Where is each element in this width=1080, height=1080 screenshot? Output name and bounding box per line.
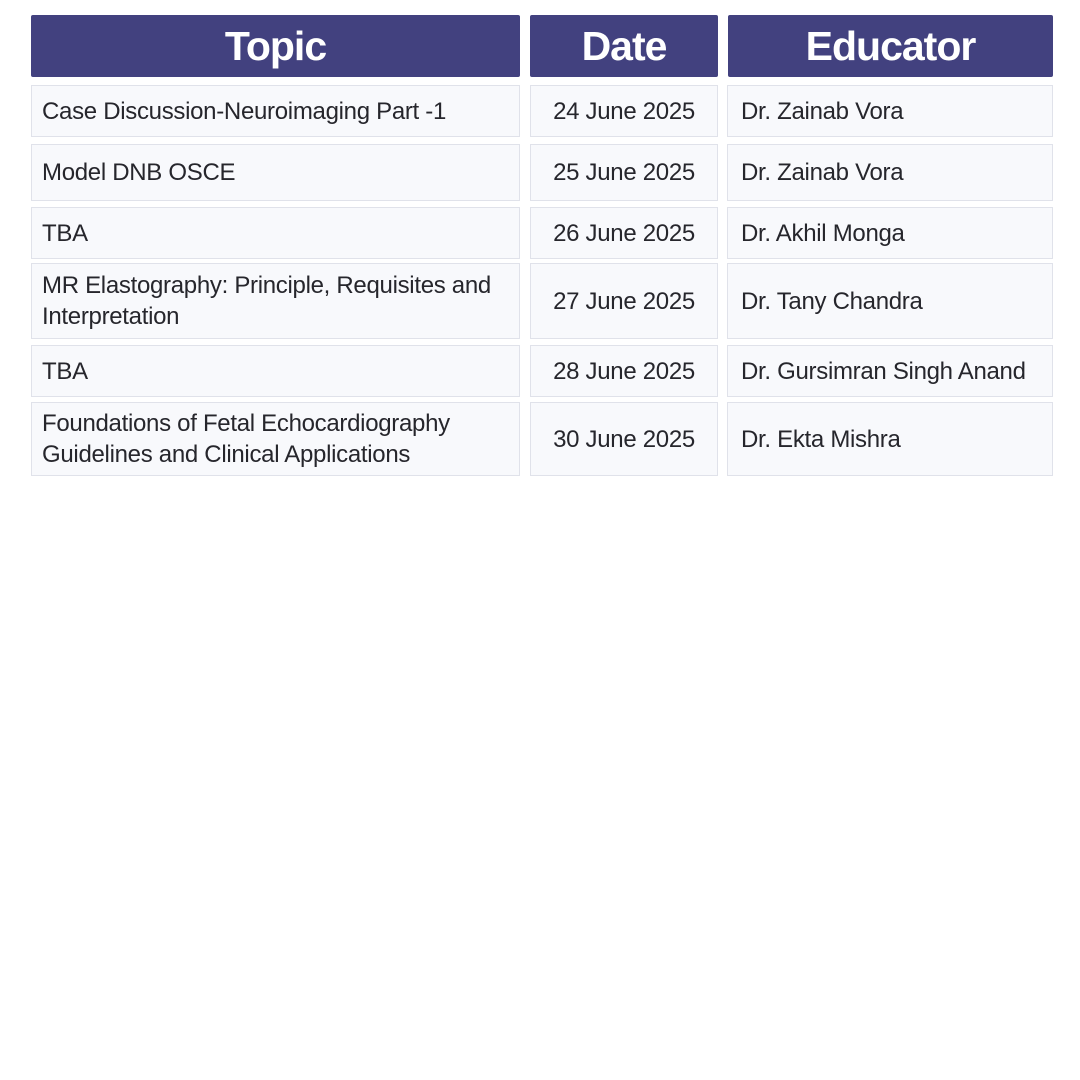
header-date: Date xyxy=(530,15,718,77)
header-topic: Topic xyxy=(31,15,520,77)
row-2-date: 25 June 2025 xyxy=(530,144,718,201)
row-4-topic: MR Elastography: Principle, Requisites and Interpretation xyxy=(31,263,520,339)
row-2-topic: Model DNB OSCE xyxy=(31,144,520,201)
row-1-topic: Case Discussion-Neuroimaging Part -1 xyxy=(31,85,520,137)
row-6-topic: Foundations of Fetal Echocardiography Guidelines and Clinical Applications xyxy=(31,402,520,476)
header-educator: Educator xyxy=(728,15,1053,77)
row-3-topic: TBA xyxy=(31,207,520,259)
row-6-educator: Dr. Ekta Mishra xyxy=(727,402,1053,476)
row-5-topic: TBA xyxy=(31,345,520,397)
row-3-educator: Dr. Akhil Monga xyxy=(727,207,1053,259)
row-6-date: 30 June 2025 xyxy=(530,402,718,476)
row-4-educator: Dr. Tany Chandra xyxy=(727,263,1053,339)
row-3-date: 26 June 2025 xyxy=(530,207,718,259)
row-5-date: 28 June 2025 xyxy=(530,345,718,397)
row-4-date: 27 June 2025 xyxy=(530,263,718,339)
row-2-educator: Dr. Zainab Vora xyxy=(727,144,1053,201)
row-1-educator: Dr. Zainab Vora xyxy=(727,85,1053,137)
row-5-educator: Dr. Gursimran Singh Anand xyxy=(727,345,1053,397)
row-1-date: 24 June 2025 xyxy=(530,85,718,137)
